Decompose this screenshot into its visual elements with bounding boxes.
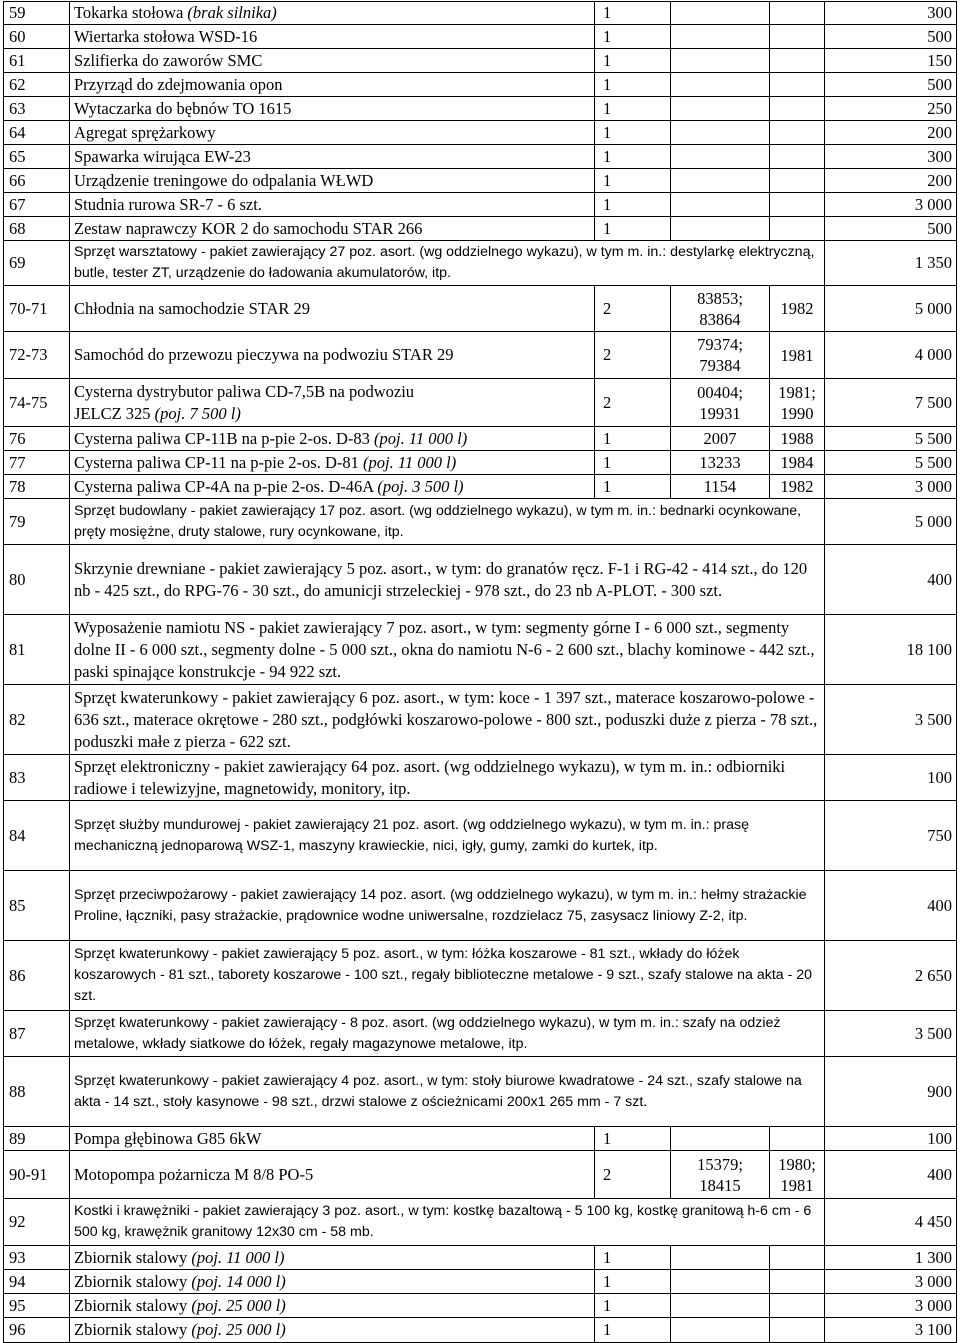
quantity: 1 xyxy=(595,427,671,451)
value: 18 100 xyxy=(825,615,957,685)
inventory-number xyxy=(671,2,770,25)
table-row xyxy=(4,97,957,121)
row-number: 96 xyxy=(4,1318,70,1343)
table-row xyxy=(4,145,957,169)
item-description xyxy=(70,1127,595,1151)
inventory-number: 2007 xyxy=(671,427,770,451)
inventory-number xyxy=(671,1246,770,1270)
item-description xyxy=(70,475,595,499)
value: 200 xyxy=(825,169,957,193)
value: 750 xyxy=(825,801,957,871)
value: 300 xyxy=(825,2,957,25)
table-row xyxy=(4,1011,957,1057)
row-number: 72-73 xyxy=(4,332,70,379)
production-year xyxy=(770,379,825,427)
table-row xyxy=(4,169,957,193)
item-description: Kostki i krawężniki - pakiet zawierający 3 poz. asort., w tym: kostkę bazaltową - 5 100 kg, kostkę granitową h-6 cm - 6 500 kg, krawężnik granitowy 12x30 cm - 58 mb. xyxy=(70,1199,825,1246)
item-name: Motopompa pożarnicza M 8/8 PO-5 xyxy=(74,1164,314,1184)
value: 300 xyxy=(825,145,957,169)
table-row xyxy=(4,379,957,427)
item-description: Sprzęt służby mundurowej - pakiet zawierający 21 poz. asort. (wg oddzielnego wykazu), w tym m. in.: prasę mechaniczną jednoparową WSZ-1, maszyny krawieckie, nici, igły, gumy, zamki do kurtek, itp. xyxy=(70,801,825,871)
row-number: 87 xyxy=(4,1011,70,1057)
item-name: Zbiornik stalowy xyxy=(74,1295,188,1315)
item-description: Sprzęt warsztatowy - pakiet zawierający 27 poz. asort. (wg oddzielnego wykazu), w tym m. in.: destylarkę elektryczną, butle, tester ZT, urządzenie do ładowania akumulatorów, itp. xyxy=(70,241,825,286)
row-number: 70-71 xyxy=(4,286,70,332)
quantity: 2 xyxy=(595,332,671,379)
item-note: (poj. 7 500 l) xyxy=(154,403,241,423)
quantity: 1 xyxy=(595,193,671,217)
item-name: Samochód do przewozu pieczywa na podwoziu STAR 29 xyxy=(74,345,454,364)
inventory-number xyxy=(671,332,770,379)
table-row xyxy=(4,193,957,217)
inventory-number xyxy=(671,49,770,73)
production-year xyxy=(770,1246,825,1270)
inventory-number xyxy=(671,1294,770,1318)
value: 3 000 xyxy=(825,193,957,217)
quantity: 1 xyxy=(595,475,671,499)
row-number: 86 xyxy=(4,941,70,1011)
row-number: 85 xyxy=(4,871,70,941)
table-row xyxy=(4,25,957,49)
row-number: 63 xyxy=(4,97,70,121)
value: 5 500 xyxy=(825,427,957,451)
inventory-number xyxy=(671,286,770,332)
item-note: (poj. 11 000 l) xyxy=(191,1247,285,1267)
production-year xyxy=(770,1151,825,1199)
table-row xyxy=(4,73,957,97)
production-year xyxy=(770,169,825,193)
item-note: (poj. 25 000 l) xyxy=(191,1320,286,1339)
inventory-number xyxy=(671,1127,770,1151)
asset-table xyxy=(3,1,957,1343)
value: 150 xyxy=(825,49,957,73)
quantity: 2 xyxy=(595,286,671,332)
item-name: Zbiornik stalowy xyxy=(74,1320,188,1339)
value: 250 xyxy=(825,97,957,121)
quantity: 1 xyxy=(595,73,671,97)
item-name: Chłodnia na samochodzie STAR 29 xyxy=(74,298,311,318)
inventory-number xyxy=(671,25,770,49)
quantity: 1 xyxy=(595,49,671,73)
quantity: 1 xyxy=(595,145,671,169)
inventory-number xyxy=(671,1270,770,1294)
item-name: Zbiornik stalowy xyxy=(74,1247,188,1267)
production-year: 1988 xyxy=(770,427,825,451)
table-row xyxy=(4,615,957,685)
inventory-number-1: 00404; xyxy=(697,382,743,402)
value: 1 300 xyxy=(825,1246,957,1270)
item-name: Urządzenie treningowe do odpalania WŁWD xyxy=(74,170,374,190)
row-number: 94 xyxy=(4,1270,70,1294)
item-description: Sprzęt kwaterunkowy - pakiet zawierający - 8 poz. asort. (wg oddzielnego wykazu), w tym m. in.: szafy na odzież metalowe, wkłady siatkowe do łóżek, regały magazynowe metalowe, itp. xyxy=(70,1011,825,1057)
table-row xyxy=(4,755,957,801)
value: 7 500 xyxy=(825,379,957,427)
table-row xyxy=(4,1318,957,1343)
quantity: 1 xyxy=(595,25,671,49)
row-number: 76 xyxy=(4,427,70,451)
inventory-number-2: 83864 xyxy=(699,309,741,329)
row-number: 95 xyxy=(4,1294,70,1318)
item-description xyxy=(70,427,595,451)
table-row xyxy=(4,801,957,871)
item-name: Cysterna dystrybutor paliwa CD-7,5B na podwoziu xyxy=(74,381,415,401)
row-number: 59 xyxy=(4,2,70,25)
production-year-2: 1990 xyxy=(780,403,814,423)
item-name-line-2: JELCZ 325 (poj. 7 500 l) xyxy=(74,403,241,423)
table-row xyxy=(4,1199,957,1246)
table-row xyxy=(4,499,957,545)
item-note: (poj. 25 000 l) xyxy=(191,1295,286,1315)
item-name: Cysterna paliwa CP-11 na p-pie 2-os. D-81 xyxy=(74,452,359,472)
production-year-1: 1982 xyxy=(780,299,814,318)
production-year xyxy=(770,97,825,121)
table-row xyxy=(4,427,957,451)
value: 3 000 xyxy=(825,475,957,499)
quantity: 1 xyxy=(595,169,671,193)
value: 5 000 xyxy=(825,499,957,545)
table-row xyxy=(4,475,957,499)
value: 500 xyxy=(825,25,957,49)
item-description: Sprzęt kwaterunkowy - pakiet zawierający 4 poz. asort., w tym: stoły biurowe kwadratowe - 24 szt., szafy stalowe na akta - 14 szt., stoły kasynowe - 98 szt., drzwi stalowe z ościeżnicami 200x1 265 mm - 7 szt. xyxy=(70,1057,825,1127)
row-number: 89 xyxy=(4,1127,70,1151)
row-number: 64 xyxy=(4,121,70,145)
production-year: 1984 xyxy=(770,451,825,475)
inventory-number-2: 79384 xyxy=(699,356,741,375)
quantity: 1 xyxy=(595,1294,671,1318)
production-year xyxy=(770,73,825,97)
quantity: 1 xyxy=(595,1318,671,1343)
table-row xyxy=(4,217,957,241)
value: 4 450 xyxy=(825,1199,957,1246)
item-description: Sprzęt budowlany - pakiet zawierający 17 poz. asort. (wg oddzielnego wykazu), w tym m. in.: bednarki ocynkowane, pręty mosiężne, druty stalowe, rury ocynkowane, itp. xyxy=(70,499,825,545)
inventory-number xyxy=(671,1151,770,1199)
value: 900 xyxy=(825,1057,957,1127)
inventory-number xyxy=(671,145,770,169)
quantity: 1 xyxy=(595,121,671,145)
item-description xyxy=(70,1270,595,1294)
item-description xyxy=(70,49,595,73)
value: 400 xyxy=(825,1151,957,1199)
table-row xyxy=(4,1057,957,1127)
item-name: Zestaw naprawczy KOR 2 do samochodu STAR 266 xyxy=(74,218,423,238)
item-note: (poj. 11 000 l) xyxy=(374,428,468,448)
inventory-number xyxy=(671,193,770,217)
table-row xyxy=(4,451,957,475)
quantity: 1 xyxy=(595,97,671,121)
item-description xyxy=(70,25,595,49)
item-description xyxy=(70,121,595,145)
item-description xyxy=(70,169,595,193)
quantity: 1 xyxy=(595,451,671,475)
row-number: 79 xyxy=(4,499,70,545)
item-description xyxy=(70,1294,595,1318)
item-name: Przyrząd do zdejmowania opon xyxy=(74,74,283,94)
item-description xyxy=(70,1246,595,1270)
item-description xyxy=(70,1151,595,1199)
table-row xyxy=(4,49,957,73)
quantity: 1 xyxy=(595,1270,671,1294)
row-number: 80 xyxy=(4,545,70,615)
item-name: Studnia rurowa SR-7 - 6 szt. xyxy=(74,194,262,214)
item-description xyxy=(70,332,595,379)
value: 400 xyxy=(825,871,957,941)
item-description xyxy=(70,451,595,475)
row-number: 69 xyxy=(4,241,70,286)
item-description xyxy=(70,1318,595,1343)
item-description xyxy=(70,286,595,332)
value: 500 xyxy=(825,217,957,241)
row-number: 84 xyxy=(4,801,70,871)
row-number: 77 xyxy=(4,451,70,475)
table-row xyxy=(4,286,957,332)
row-number: 67 xyxy=(4,193,70,217)
item-description xyxy=(70,217,595,241)
row-number: 61 xyxy=(4,49,70,73)
table-row xyxy=(4,1246,957,1270)
production-year-1: 1981 xyxy=(780,345,814,365)
row-number: 93 xyxy=(4,1246,70,1270)
table-row xyxy=(4,121,957,145)
item-name: Wiertarka stołowa WSD-16 xyxy=(74,26,258,46)
item-description: Sprzęt kwaterunkowy - pakiet zawierający 5 poz. asort., w tym: łóżka koszarowe - 81 szt., wkłady do łóżek koszarowych - 81 szt., taborety koszarowe - 100 szt., regały biblioteczne metalowe - 9 szt., szafy stalowe na akta - 20 szt. xyxy=(70,941,825,1011)
production-year xyxy=(770,145,825,169)
inventory-number: 1154 xyxy=(671,475,770,499)
table-row xyxy=(4,332,957,379)
row-number: 90-91 xyxy=(4,1151,70,1199)
item-description xyxy=(70,73,595,97)
table-row xyxy=(4,241,957,286)
item-name: Pompa głębinowa G85 6kW xyxy=(74,1128,262,1148)
item-name: Szlifierka do zaworów SMC xyxy=(74,50,263,70)
inventory-number-1: 15379; xyxy=(697,1154,743,1174)
row-number: 66 xyxy=(4,169,70,193)
item-description: Wyposażenie namiotu NS - pakiet zawierający 7 poz. asort., w tym: segmenty górne I - 6 000 szt., segmenty dolne II - 6 000 szt., segmenty dolne - 5 000 szt., okna do namiotu N-6 - 2 600 szt., blachy kominowe - 442 szt., paski spinające konstrukcje - 94 922 szt. xyxy=(70,615,825,685)
inventory-number xyxy=(671,121,770,145)
quantity: 1 xyxy=(595,1127,671,1151)
row-number: 62 xyxy=(4,73,70,97)
table-row xyxy=(4,2,957,25)
value: 200 xyxy=(825,121,957,145)
item-description xyxy=(70,97,595,121)
value: 1 350 xyxy=(825,241,957,286)
inventory-number: 13233 xyxy=(671,451,770,475)
inventory-number-2: 18415 xyxy=(699,1175,741,1195)
production-year-2: 1981 xyxy=(780,1175,814,1195)
table-row xyxy=(4,1270,957,1294)
item-note: (poj. 14 000 l) xyxy=(191,1271,286,1291)
row-number: 74-75 xyxy=(4,379,70,427)
value: 2 650 xyxy=(825,941,957,1011)
row-number: 82 xyxy=(4,685,70,755)
production-year-1: 1980; xyxy=(778,1154,816,1174)
inventory-number xyxy=(671,1318,770,1343)
row-number: 68 xyxy=(4,217,70,241)
item-description: Skrzynie drewniane - pakiet zawierający 5 poz. asort., w tym: do granatów ręcz. F-1 i RG-42 - 414 szt., do 120 nb - 425 szt., do RPG-76 - 30 szt., do amunicji strzeleckiej - 978 szt., do 23 nb A-PLOT. - 300 szt. xyxy=(70,545,825,615)
inventory-number xyxy=(671,379,770,427)
table-row xyxy=(4,871,957,941)
row-number: 78 xyxy=(4,475,70,499)
table-row xyxy=(4,685,957,755)
item-name: Cysterna paliwa CP-11B na p-pie 2-os. D-83 xyxy=(74,428,370,448)
item-description xyxy=(70,145,595,169)
production-year xyxy=(770,25,825,49)
item-description xyxy=(70,2,595,25)
value: 4 000 xyxy=(825,332,957,379)
item-name: Agregat sprężarkowy xyxy=(74,122,216,142)
inventory-number xyxy=(671,169,770,193)
value: 500 xyxy=(825,73,957,97)
production-year xyxy=(770,1318,825,1343)
row-number: 83 xyxy=(4,755,70,801)
table-row xyxy=(4,1127,957,1151)
row-number: 81 xyxy=(4,615,70,685)
item-name: Wytaczarka do bębnów TO 1615 xyxy=(74,98,292,118)
asset-table-body xyxy=(4,2,957,1343)
row-number: 60 xyxy=(4,25,70,49)
table-row xyxy=(4,941,957,1011)
quantity: 2 xyxy=(595,1151,671,1199)
row-number: 65 xyxy=(4,145,70,169)
table-row xyxy=(4,1294,957,1318)
value: 3 100 xyxy=(825,1318,957,1343)
production-year xyxy=(770,332,825,379)
value: 100 xyxy=(825,755,957,801)
item-description: Sprzęt przeciwpożarowy - pakiet zawierający 14 poz. asort. (wg oddzielnego wykazu), w tym m. in.: hełmy strażackie Proline, łączniki, pasy strażackie, prądownice wodne uniwersalne, rozdzielacz 75, zasysacz liniowy Z-2, itp. xyxy=(70,871,825,941)
production-year: 1982 xyxy=(770,475,825,499)
production-year xyxy=(770,2,825,25)
item-name: Spawarka wirująca EW-23 xyxy=(74,146,251,166)
inventory-number-1: 79374; xyxy=(697,335,743,354)
item-description: Sprzęt elektroniczny - pakiet zawierający 64 poz. asort. (wg oddzielnego wykazu), w tym m. in.: odbiorniki radiowe i telewizyjne, magnetowidy, monitory, itp. xyxy=(70,755,825,801)
production-year xyxy=(770,1294,825,1318)
inventory-number-2: 19931 xyxy=(699,403,741,423)
value: 3 000 xyxy=(825,1294,957,1318)
item-note: (poj. 11 000 l) xyxy=(363,452,457,472)
row-number: 92 xyxy=(4,1199,70,1246)
quantity: 2 xyxy=(595,379,671,427)
production-year xyxy=(770,49,825,73)
quantity: 1 xyxy=(595,217,671,241)
table-row xyxy=(4,545,957,615)
value: 3 500 xyxy=(825,1011,957,1057)
item-description xyxy=(70,379,595,427)
inventory-number xyxy=(671,97,770,121)
item-description: Sprzęt kwaterunkowy - pakiet zawierający 6 poz. asort., w tym: koce - 1 397 szt., materace koszarowo-polowe - 636 szt., materace okrętowe - 280 szt., podgłówki koszarowo-polowe - 800 szt., poduszki duże z pierza - 78 szt., poduszki małe z pierza - 622 szt. xyxy=(70,685,825,755)
production-year-1: 1981; xyxy=(778,382,816,402)
inventory-number xyxy=(671,217,770,241)
item-name: Cysterna paliwa CP-4A na p-pie 2-os. D-46A xyxy=(74,476,374,496)
inventory-number-1: 83853; xyxy=(697,288,743,308)
value: 5 500 xyxy=(825,451,957,475)
production-year xyxy=(770,1127,825,1151)
item-note: (brak silnika) xyxy=(187,3,277,22)
production-year xyxy=(770,121,825,145)
value: 3 000 xyxy=(825,1270,957,1294)
value: 5 000 xyxy=(825,286,957,332)
item-name: Zbiornik stalowy xyxy=(74,1271,188,1291)
production-year xyxy=(770,193,825,217)
row-number: 88 xyxy=(4,1057,70,1127)
inventory-number xyxy=(671,73,770,97)
item-note: (poj. 3 500 l) xyxy=(377,476,464,496)
value: 400 xyxy=(825,545,957,615)
quantity: 1 xyxy=(595,2,671,25)
value: 100 xyxy=(825,1127,957,1151)
item-description xyxy=(70,193,595,217)
production-year xyxy=(770,217,825,241)
production-year xyxy=(770,286,825,332)
table-row xyxy=(4,1151,957,1199)
item-name: Tokarka stołowa xyxy=(74,3,184,22)
quantity: 1 xyxy=(595,1246,671,1270)
value: 3 500 xyxy=(825,685,957,755)
production-year xyxy=(770,1270,825,1294)
